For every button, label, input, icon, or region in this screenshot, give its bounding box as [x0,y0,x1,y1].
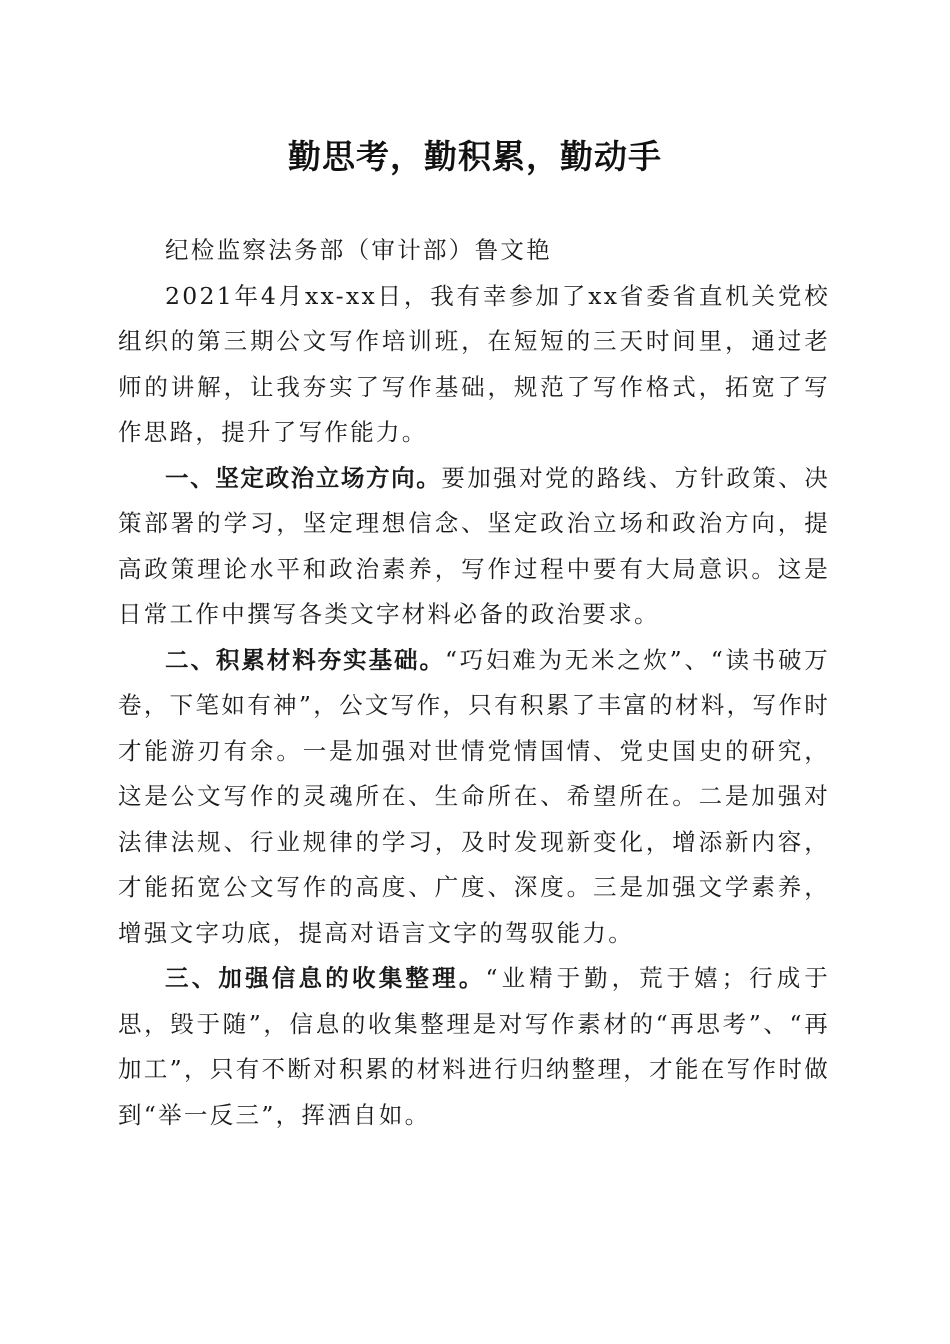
document-body [118,228,830,1138]
author-line: 纪检监察法务部（审计部）鲁文艳 [165,236,552,264]
section-paragraph [118,456,830,638]
section-paragraph [118,956,830,1138]
section-paragraph [118,638,830,957]
section-text: “业精于勤，荒于嬉；行成于思，毁于随”，信息的收集整理是对写作素材的“再思考”、“再加工”，只有不断对积累的材料进行归纳整理，才能在写作时做到“举一反三”，挥洒自如。 [118,964,830,1129]
intro-paragraph: 2021年4月xx-xx日，我有幸参加了xx省委省直机关党校组织的第三期公文写作培训班，在短短的三天时间里，通过老师的讲解，让我夯实了写作基础，规范了写作格式，拓宽了写作思路，提升了写作能力。 [118,281,830,446]
section-text: 要加强对党的路线、方针政策、决策部署的学习，坚定理想信念、坚定政治立场和政治方向，提高政策理论水平和政治素养，写作过程中要有大局意识。这是日常工作中撰写各类文字材料必备的政治要求。 [118,463,831,628]
section-heading: 三、加强信息的收集整理。 [165,964,486,992]
section-heading: 一、坚定政治立场方向。 [165,463,442,492]
section-text: “巧妇难为无米之炊”、“读书破万卷，下笔如有神”，公文写作，只有积累了丰富的材料，写作时才能游刃有余。一是加强对世情党情国情、党史国史的研究，这是公文写作的灵魂所在、生命所在、希望所在。二是加强对法律法规、行业规律的学习，及时发现新变化，增添新内容，才能拓宽公文写作的高度、广度、深度。三是加强文学素养，增强文字功底，提高对语言文字的驾驭能力。 [118,645,831,947]
section-heading: 二、积累材料夯实基础。 [165,645,445,674]
document-title: 勤思考，勤积累，勤动手 [288,137,662,176]
